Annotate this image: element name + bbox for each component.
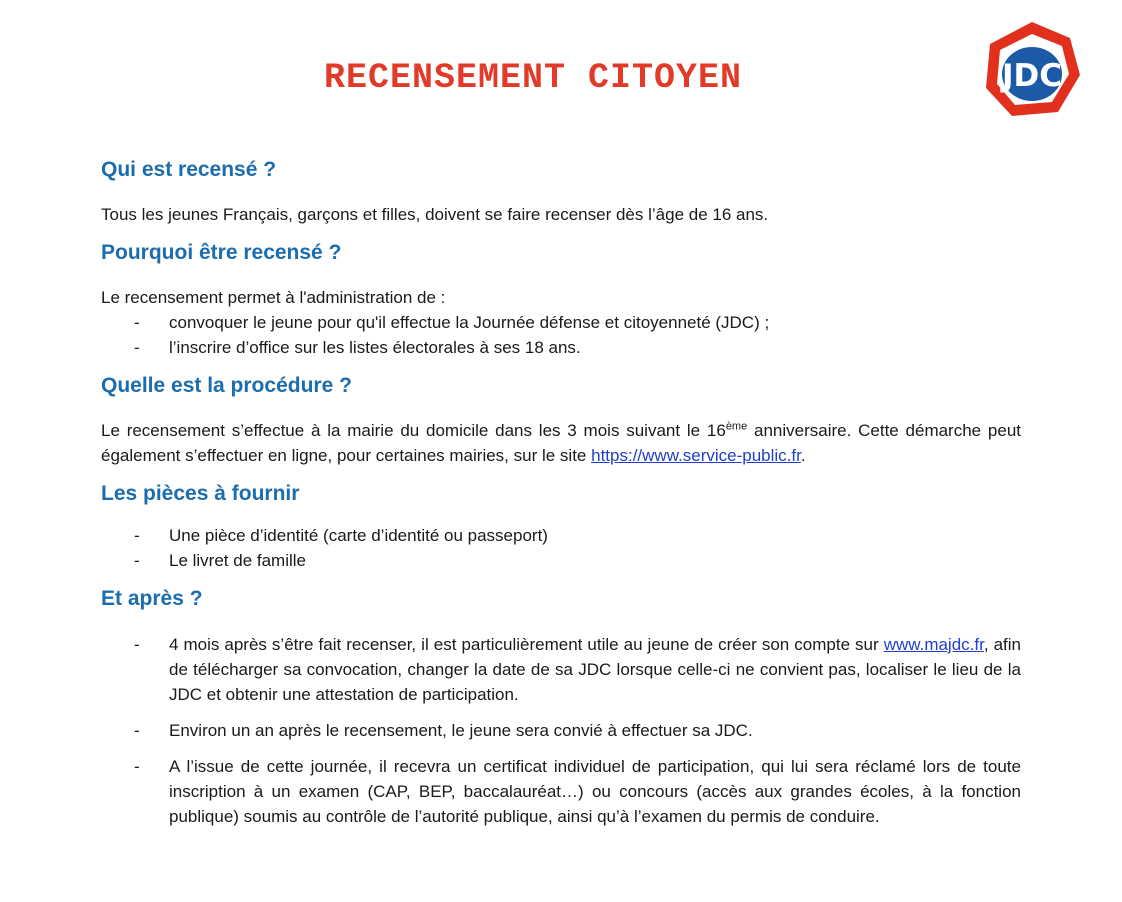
list-item: - A l’issue de cette journée, il recevra un certificat individuel de participation, qui lui sera réclamé lors de toute inscription à un examen (CAP, BEP, baccalauréat…) ou concours (accès aux grandes écoles, à la fonction publique) soumis au contrôle de l’autorité publique, ainsi qu’à l’examen du permis de conduire.	[101, 754, 1021, 829]
majdc-link[interactable]: www.majdc.fr	[883, 635, 984, 654]
text-pourquoi-intro: Le recensement permet à l'administration de :	[101, 288, 446, 307]
heading-pieces: Les pièces à fournir	[101, 482, 300, 505]
bullet-dash: -	[134, 757, 140, 776]
list-item: - 4 mois après s’être fait recenser, il est particulièrement utile au jeune de créer son compte sur www.majdc.fr, afin de télécharger sa convocation, changer la date de sa JDC lorsque celle-ci ne convient pas, localiser le lieu de la JDC et obtenir une attestation de participation.	[101, 632, 1021, 707]
page-title: RECENSEMENT CITOYEN	[323, 58, 743, 98]
list-item: - Le livret de famille	[101, 548, 1021, 573]
list-item: - Environ un an après le recensement, le jeune sera convié à effectuer sa JDC.	[101, 718, 1021, 743]
list-item: - Une pièce d’identité (carte d’identité ou passeport)	[101, 523, 1021, 548]
jdc-logo	[982, 20, 1082, 120]
list-pourquoi	[101, 310, 1021, 360]
service-public-link[interactable]: https://www.service-public.fr	[591, 446, 801, 465]
bullet-dash: -	[134, 551, 140, 570]
bullet-dash: -	[134, 313, 140, 332]
logo-text: JDC	[1001, 58, 1063, 94]
list-pieces	[101, 523, 1021, 573]
list-item: - convoquer le jeune pour qu'il effectue la Journée défense et citoyenneté (JDC) ;	[101, 310, 1021, 335]
list-item: - l’inscrire d’office sur les listes électorales à ses 18 ans.	[101, 335, 1021, 360]
heading-pourquoi: Pourquoi être recensé ?	[101, 241, 342, 264]
superscript-eme: ème	[725, 420, 748, 433]
heading-procedure: Quelle est la procédure ?	[101, 374, 352, 397]
text-procedure: Le recensement s’effectue à la mairie du domicile dans les 3 mois suivant le 16ème anniversaire. Cette démarche peut également s’effectuer en ligne, pour certaines mairies, sur le site https://www.service-public.fr.	[101, 420, 1021, 465]
list-et-apres	[101, 632, 1021, 829]
text-qui-est-recense: Tous les jeunes Français, garçons et filles, doivent se faire recenser dès l’âge de 16 ans.	[101, 205, 769, 224]
bullet-dash: -	[134, 526, 140, 545]
heading-qui-est-recense: Qui est recensé ?	[101, 158, 277, 181]
document-body	[101, 156, 1021, 840]
bullet-dash: -	[134, 721, 140, 740]
heading-et-apres: Et après ?	[101, 587, 203, 610]
bullet-dash: -	[134, 635, 140, 654]
bullet-dash: -	[134, 338, 140, 357]
